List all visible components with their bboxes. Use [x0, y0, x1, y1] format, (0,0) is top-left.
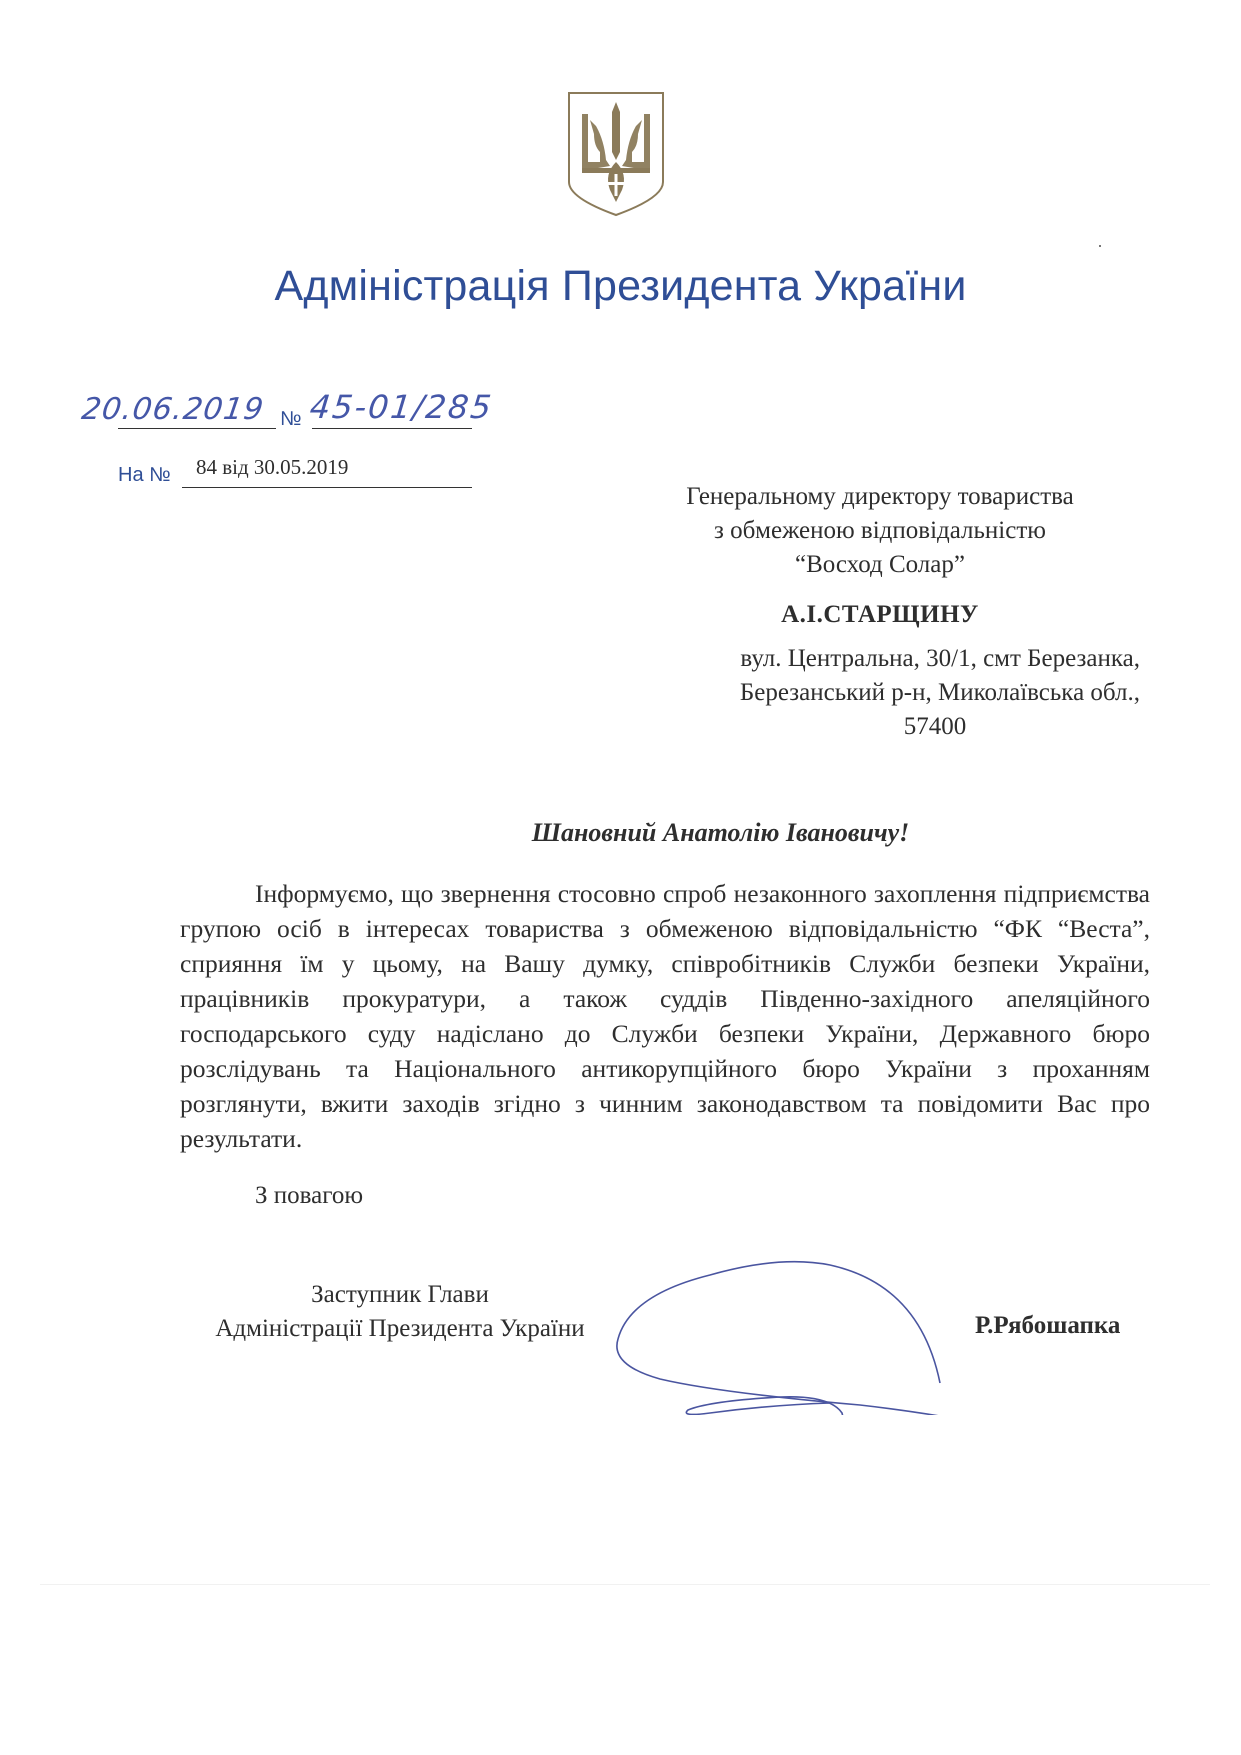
date-underline	[118, 428, 276, 429]
signatory-title	[180, 1278, 620, 1346]
postal-code: 57400	[903, 713, 967, 740]
addressee-name: А.І.СТАРЩИНУ	[781, 601, 979, 628]
addressee-company: “Восход Солар”	[795, 551, 965, 578]
number-underline	[312, 428, 472, 429]
address-line2: Березанський р-н, Миколаївська обл.,	[739, 679, 1140, 706]
addressee-position-line2: з обмеженою відповідальністю	[714, 517, 1046, 544]
number-label: №	[280, 408, 302, 430]
scan-speck	[1099, 245, 1101, 247]
addressee-position-line1: Генеральному директору товариства	[686, 483, 1074, 510]
handwritten-signature	[600, 1255, 1040, 1415]
signatory-title-line1: Заступник Глави	[311, 1281, 489, 1308]
salutation: Шановний Анатолію Івановичу!	[531, 818, 910, 847]
reference-underline	[182, 487, 472, 488]
signatory-title-line2: Адміністрації Президента України	[215, 1315, 585, 1342]
trident-icon	[566, 90, 666, 218]
signature-stroke	[600, 1255, 1040, 1415]
letter-body: Інформуємо, що звернення стосовно спроб незаконного захоплення підприємства групою осіб в інтересах товариства з обмеженою відповідальністю “ФК “Веста”, сприяння їм у цьому, на Вашу думку, співробітників Служби безпеки України, працівників прокуратури, а також суддів Південно-західного апеляційного господарського суду надіслано до Служби безпеки України, Державного бюро розслідувань та Національного антикорупційного бюро України з проханням розглянути, вжити заходів згідно з чинним законодавством та повідомити Вас про результати.	[180, 879, 1150, 1153]
scan-edge-artifact	[40, 1584, 1210, 1585]
address-line1: вул. Центральна, 30/1, смт Березанка,	[740, 645, 1140, 672]
coat-of-arms-icon	[566, 90, 666, 218]
outgoing-number: 45-01/285	[308, 388, 495, 426]
reference-label: На №	[118, 464, 171, 486]
organization-header: Адміністрація Президента України	[274, 262, 967, 310]
closing: З повагою	[255, 1182, 364, 1209]
outgoing-date: 20.06.2019	[79, 392, 267, 427]
signatory-name: Р.Рябошапка	[975, 1312, 1121, 1339]
addressee-address	[640, 642, 1140, 744]
addressee-block	[630, 480, 1130, 648]
reference-value: 84 від 30.05.2019	[196, 455, 349, 479]
